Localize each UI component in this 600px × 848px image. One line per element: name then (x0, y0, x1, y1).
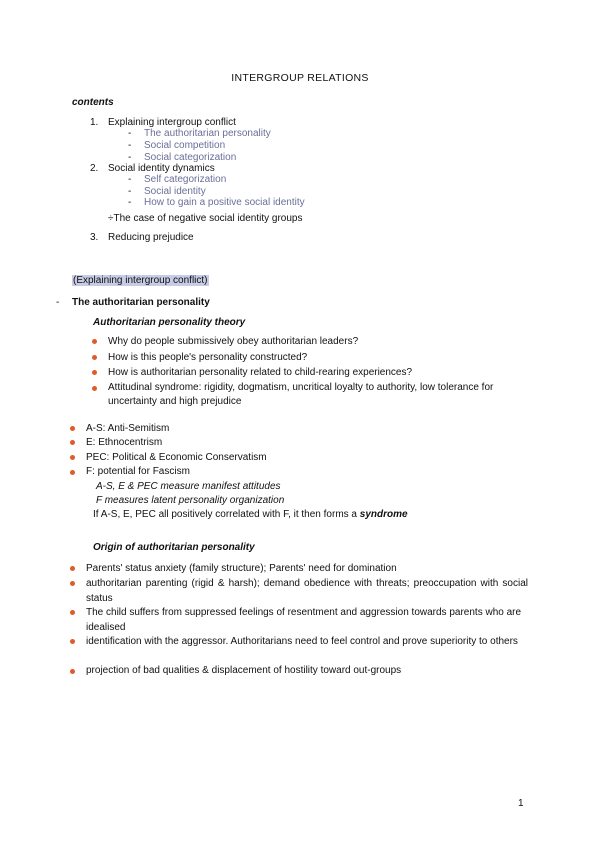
toc-dash: - (128, 174, 132, 185)
toc-subitem: Social competition (144, 140, 226, 151)
section-highlight (72, 275, 209, 286)
bullet-icon (92, 370, 97, 375)
contents-heading: contents (72, 97, 114, 108)
toc-item-1: Explaining intergroup conflict (108, 117, 236, 128)
bullet-icon (92, 386, 97, 391)
origin-bullet: Parents' status anxiety (family structure); Parents' need for domination (86, 563, 397, 574)
bullet-icon (70, 426, 75, 431)
toc-item-2: Social identity dynamics (108, 163, 215, 174)
bullet-icon (70, 470, 75, 475)
syndrome-word: syndrome (359, 509, 408, 520)
toc-dash: - (128, 152, 132, 163)
origin-bullet: authoritarian parenting (rigid & harsh); demand obedience with threats; preoccupation with social status (86, 578, 528, 604)
toc-subitem: How to gain a positive social identity (144, 197, 305, 208)
toc-subitem: Self categorization (144, 174, 227, 185)
page-title: INTERGROUP RELATIONS (231, 72, 369, 84)
theory-bullet: How is this people's personality constructed? (108, 352, 308, 363)
toc-subitem: Social categorization (144, 152, 237, 163)
theory-bullet: Why do people submissively obey authoritarian leaders? (108, 336, 359, 347)
scale-item: E: Ethnocentrism (86, 437, 163, 448)
origin-bullet: identification with the aggressor. Authoritarians need to feel control and prove superiority to others (86, 636, 518, 647)
bullet-icon (70, 581, 75, 586)
scale-item: F: potential for Fascism (86, 466, 190, 477)
bullet-icon (70, 610, 75, 615)
origin-bullet: The child suffers from suppressed feelings of resentment and aggression towards parents who are idealised (86, 607, 522, 633)
theory-bullet: Attitudinal syndrome: rigidity, dogmatism, uncritical loyalty to authority, low tolerance for uncertainty and high prejudice (108, 382, 494, 407)
theory-bullet: How is authoritarian personality related to child-rearing experiences? (108, 367, 413, 378)
toc-number-3: 3. (90, 232, 99, 243)
origin-title: Origin of authoritarian personality (93, 542, 255, 553)
scale-note: F measures latent personality organization (96, 495, 285, 506)
toc-dash: - (128, 128, 132, 139)
bullet-icon (92, 355, 97, 360)
toc-number-1: 1. (90, 117, 99, 128)
section-highlight-text: (Explaining intergroup conflict) (73, 275, 208, 286)
theory-title: Authoritarian personality theory (93, 317, 246, 328)
bullet-icon (70, 639, 75, 644)
scale-item: A-S: Anti-Semitism (86, 423, 170, 434)
heading-dash: - (56, 297, 60, 308)
scale-item: PEC: Political & Economic Conservatism (86, 452, 267, 463)
scale-note: A-S, E & PEC measure manifest attitudes (96, 481, 281, 492)
page-number: 1 (518, 798, 524, 809)
bullet-icon (70, 455, 75, 460)
toc-dash: - (128, 197, 132, 208)
toc-subitem: The authoritarian personality (144, 128, 271, 139)
toc-dash: - (128, 140, 132, 151)
scale-note-syndrome (93, 509, 408, 520)
syndrome-prefix: If A-S, E, PEC all positively correlated with F, it then forms a (93, 509, 360, 520)
toc-number-2: 2. (90, 163, 99, 174)
toc-subitem: Social identity (144, 186, 206, 197)
toc-item-3: Reducing prejudice (108, 232, 194, 243)
bullet-icon (70, 669, 75, 674)
origin-bullet: projection of bad qualities & displacement of hostility toward out-groups (86, 665, 402, 676)
bullet-icon (70, 566, 75, 571)
bullet-icon (70, 440, 75, 445)
toc-negative-groups: ÷The case of negative social identity groups (108, 213, 303, 224)
section-heading: The authoritarian personality (72, 297, 210, 308)
bullet-icon (92, 339, 97, 344)
toc-dash: - (128, 186, 132, 197)
